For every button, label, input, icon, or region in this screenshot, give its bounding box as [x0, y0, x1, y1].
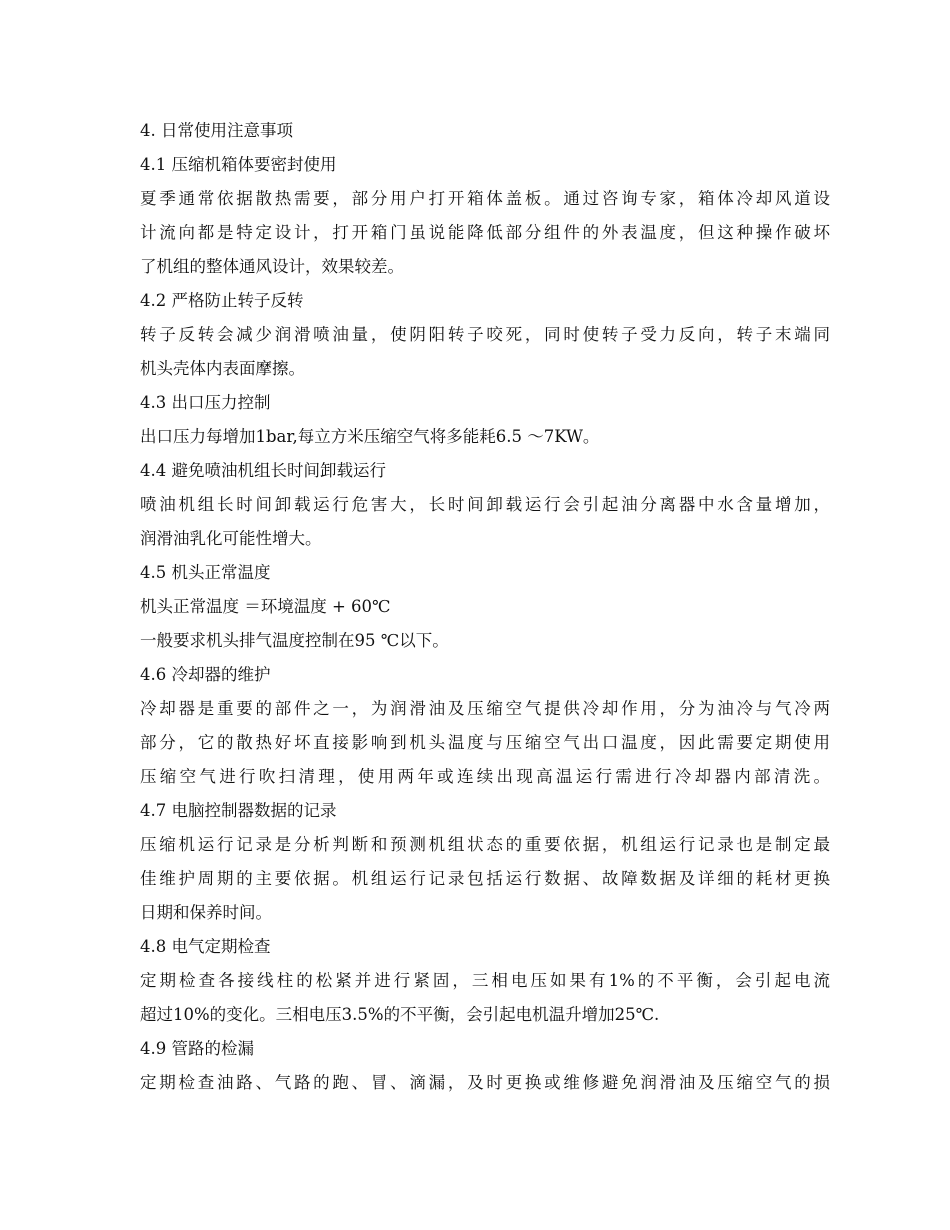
- body-text-line: 了机组的整体通风设计，效果较差。: [140, 257, 404, 276]
- body-text-line: 部分，它的散热好坏直接影响到机头温度与压缩空气出口温度，因此需要定期使用: [140, 733, 830, 752]
- section-heading: 4.4 避免喷油机组长时间卸载运行: [140, 461, 386, 480]
- body-text-line: 润滑油乳化可能性增大。: [140, 529, 322, 548]
- body-text-line: 日期和保养时间。: [140, 903, 272, 922]
- body-text-line: 冷却器是重要的部件之一，为润滑油及压缩空气提供冷却作用，分为油冷与气冷两: [140, 699, 830, 718]
- body-text-line: 压缩空气进行吹扫清理，使用两年或连续出现高温运行需进行冷却器内部清洗。: [140, 767, 830, 786]
- body-text-line: 超过10%的变化。三相电压3.5%的不平衡，会引起电机温升增加25℃.: [140, 1005, 660, 1024]
- section-heading: 4.8 电气定期检查: [140, 937, 271, 956]
- section-heading: 4.6 冷却器的维护: [140, 665, 271, 684]
- document-page: [140, 114, 830, 1100]
- section-heading: 4.9 管路的检漏: [140, 1039, 254, 1058]
- body-text-line: 计流向都是特定设计，打开箱门虽说能降低部分组件的外表温度，但这种操作破坏: [140, 223, 830, 242]
- body-text-line: 定期检查各接线柱的松紧并进行紧固，三相电压如果有1%的不平衡，会引起电流: [140, 971, 830, 990]
- section-heading: 4.5 机头正常温度: [140, 563, 271, 582]
- body-text-line: 一般要求机头排气温度控制在95 ℃以下。: [140, 631, 449, 650]
- section-heading: 4.2 严格防止转子反转: [140, 291, 304, 310]
- body-text-line: 压缩机运行记录是分析判断和预测机组状态的重要依据，机组运行记录也是制定最: [140, 835, 830, 854]
- section-heading: 4.7 电脑控制器数据的记录: [140, 801, 337, 820]
- body-text-line: 机头正常温度 ＝环境温度 + 60℃: [140, 597, 391, 616]
- section-heading: 4.3 出口压力控制: [140, 393, 271, 412]
- body-text-line: 定期检查油路、气路的跑、冒、滴漏，及时更换或维修避免润滑油及压缩空气的损: [140, 1073, 830, 1092]
- body-text-line: 佳维护周期的主要依据。机组运行记录包括运行数据、故障数据及详细的耗材更换: [140, 869, 830, 888]
- body-text-line: 喷油机组长时间卸载运行危害大，长时间卸载运行会引起油分离器中水含量增加，: [140, 495, 830, 514]
- section-heading: 4.1 压缩机箱体要密封使用: [140, 155, 337, 174]
- section-heading: 4. 日常使用注意事项: [140, 121, 293, 140]
- body-text-line: 机头壳体内表面摩擦。: [140, 359, 305, 378]
- body-text-line: 夏季通常依据散热需要，部分用户打开箱体盖板。通过咨询专家，箱体冷却风道设: [140, 189, 830, 208]
- body-text-line: 转子反转会减少润滑喷油量，使阴阳转子咬死，同时使转子受力反向，转子末端同: [140, 325, 830, 344]
- body-text-line: 出口压力每增加1bar,每立方米压缩空气将多能耗6.5 ～7KW。: [140, 427, 600, 446]
